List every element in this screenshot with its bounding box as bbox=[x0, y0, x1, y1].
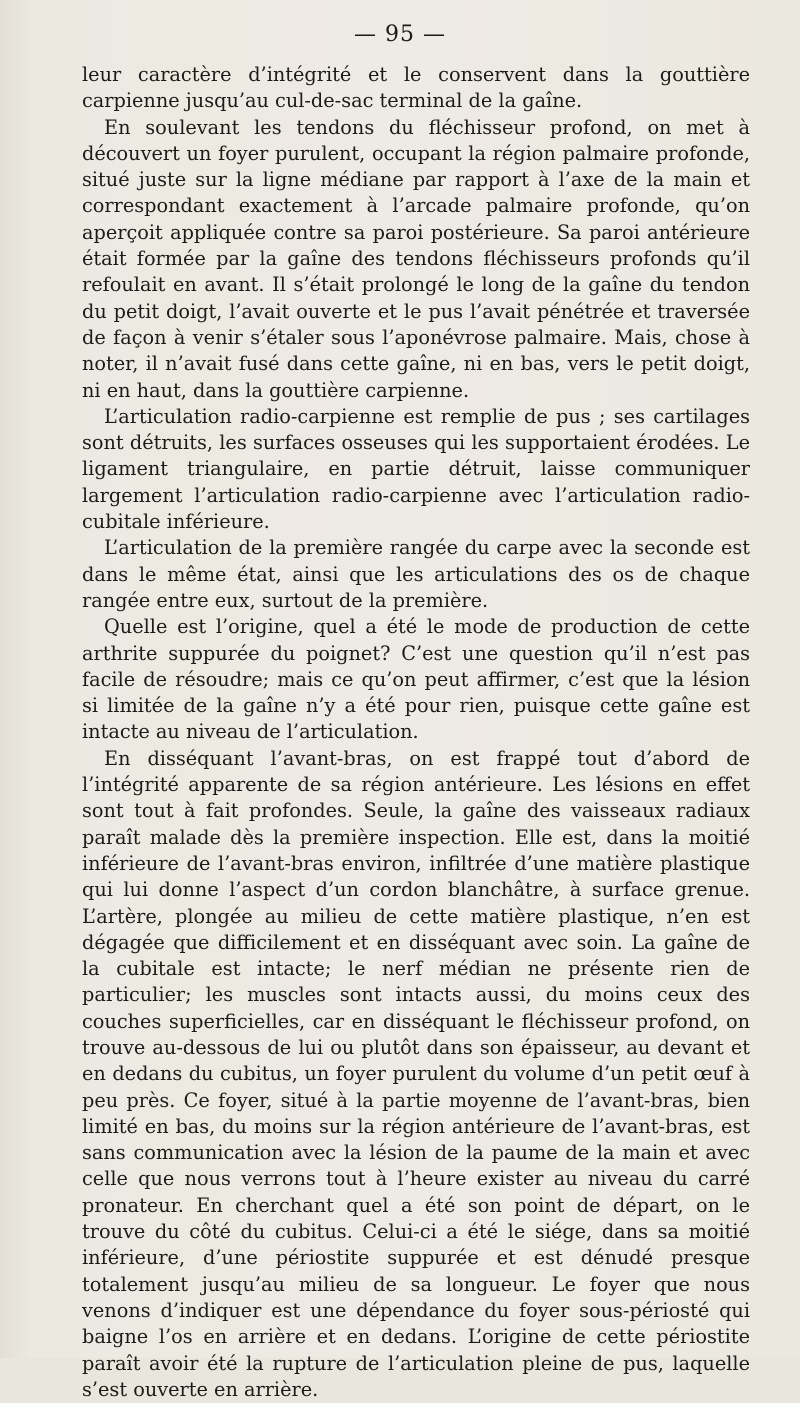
paragraph-6: En disséquant l’avant-bras, on est frappé tout d’abord de l’intégrité apparente de sa région antérieure. Les lésions en effet sont tout à fait profondes. Seule, la gaîne des vaisseaux radiaux paraît malade dès la première inspection. Elle est, dans la moitié inférieure de l’avant-bras environ, infiltrée d’une matière plastique qui lui donne l’aspect d’un cordon blanchâtre, à surface grenue. L’artère, plongée au milieu de cette matière plastique, n’en est dégagée que difficilement et en disséquant avec soin. La gaîne de la cubitale est intacte; le nerf médian ne présente rien de particulier; les muscles sont intacts aussi, du moins ceux des couches superficielles, car en disséquant le fléchisseur profond, on trouve au-dessous de lui ou plutôt dans son épaisseur, au devant et en dedans du cubitus, un foyer purulent du volume d’un petit œuf à peu près. Ce foyer, situé à la partie moyenne de l’avant-bras, bien limité en bas, du moins sur la région antérieure de l’avant-bras, est sans communication avec la lésion de la paume de la main et avec celle que nous verrons tout à l’heure exister au niveau du carré pronateur. En cherchant quel a été son point de départ, on le trouve du côté du cubitus. Celui-ci a été le siége, dans sa moitié inférieure, d’une périostite suppurée et est dénudé presque totalement jusqu’au milieu de sa longueur. Le foyer que nous venons d’indiquer est une dépendance du foyer sous-périosté qui baigne l’os en arrière et en dedans. L’origine de cette périostite paraît avoir été la rupture de l’articulation pleine de pus, laquelle s’est ouverte en arrière. bbox=[82, 746, 750, 1401]
paragraph-1: leur caractère d’intégrité et le conservent dans la gouttière carpienne jusqu’au cul-de-sac terminal de la gaîne. bbox=[82, 63, 750, 113]
paragraph-2: En soulevant les tendons du fléchisseur profond, on met à découvert un foyer purulent, occupant la région palmaire profonde, situé juste sur la ligne médiane par rapport à l’axe de la main et correspondant exactement à l’arcade palmaire profonde, qu’on aperçoit appliquée contre sa paroi postérieure. Sa paroi antérieure était formée par la gaîne des tendons fléchisseurs profonds qu’il refoulait en avant. Il s’était prolongé le long de la gaîne du tendon du petit doigt, l’avait ouverte et le pus l’avait pénétrée et traversée de façon à venir s’étaler sous l’aponévrose palmaire. Mais, chose à noter, il n’avait fusé dans cette gaîne, ni en bas, vers le petit doigt, ni en haut, dans la gouttière carpienne. bbox=[82, 115, 750, 402]
paragraph-4: L’articulation de la première rangée du carpe avec la seconde est dans le même état, ainsi que les articulations des os de chaque rangée entre eux, surtout de la première. bbox=[82, 536, 750, 612]
page-number: — 95 — bbox=[354, 22, 446, 47]
paragraph-5: Quelle est l’origine, quel a été le mode de production de cette arthrite suppurée du poignet? C’est une question qu’il n’est pas facile de résoudre; mais ce qu’on peut affirmer, c’est que la lésion si limitée de la gaîne n’y a été pour rien, puisque cette gaîne est intacte au niveau de l’articulation. bbox=[82, 615, 750, 744]
body-text bbox=[82, 62, 750, 1403]
paragraph-3: L’articulation radio-carpienne est remplie de pus ; ses cartilages sont détruits, les surfaces osseuses qui les supportaient érodées. Le ligament triangulaire, en partie détruit, laisse communiquer largement l’articulation radio-carpienne avec l’articulation radio-cubitale inférieure. bbox=[82, 404, 750, 534]
